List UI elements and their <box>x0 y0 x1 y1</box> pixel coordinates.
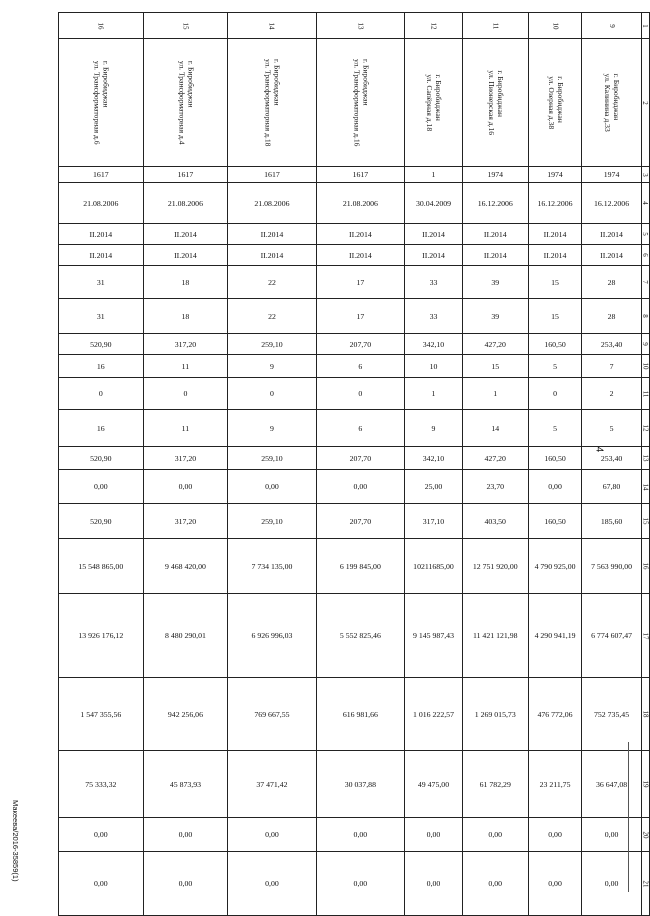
column-number <box>641 245 649 266</box>
table-cell: 1974 <box>462 167 528 183</box>
address-city: г. Биробиджан <box>434 74 444 121</box>
table-cell: 6 <box>316 410 404 447</box>
table-cell: 0,00 <box>582 818 641 852</box>
address-city: г. Биробиджан <box>361 58 371 106</box>
table-cell: 185,60 <box>582 504 641 539</box>
address-city: г. Биробиджан <box>495 70 505 117</box>
table-row <box>59 167 650 183</box>
table-cell: 0,00 <box>462 818 528 852</box>
table-cell: 49 475,00 <box>405 751 463 818</box>
table-cell <box>316 13 404 39</box>
table-cell: 317,20 <box>143 447 228 470</box>
table-cell: 520,90 <box>59 447 144 470</box>
table-cell: 5 552 825,46 <box>316 594 404 678</box>
table-row <box>59 13 650 39</box>
table-cell: 942 256,06 <box>143 678 228 751</box>
table-cell: 1617 <box>316 167 404 183</box>
address-city: г. Биробиджан <box>272 58 282 106</box>
table-cell: 0 <box>316 378 404 410</box>
column-number-label: 12 <box>641 424 650 432</box>
table-cell: 403,50 <box>462 504 528 539</box>
table-row <box>59 594 650 678</box>
table-cell: 0,00 <box>59 852 144 916</box>
column-number-label: 9 <box>641 342 650 346</box>
table-cell: 8 480 290,01 <box>143 594 228 678</box>
address <box>92 61 109 145</box>
table-cell: 160,50 <box>528 447 582 470</box>
column-number-label: 2 <box>641 100 650 105</box>
table-cell: 6 926 996,03 <box>228 594 316 678</box>
column-number <box>641 167 649 183</box>
table-cell: 1974 <box>582 167 641 183</box>
table-cell: 15 548 865,00 <box>59 539 144 594</box>
table-cell: 17 <box>316 266 404 299</box>
table-cell: 520,90 <box>59 504 144 539</box>
column-number-label: 16 <box>641 562 650 570</box>
table-cell: 259,10 <box>228 504 316 539</box>
table-cell: 4 290 941,19 <box>528 594 582 678</box>
table-cell: 520,90 <box>59 334 144 355</box>
column-number-label: 17 <box>641 632 650 639</box>
table-row <box>59 245 650 266</box>
table-cell: 0 <box>228 378 316 410</box>
table-cell: 253,40 <box>582 447 641 470</box>
table-cell: 0,00 <box>143 470 228 504</box>
table-row <box>59 852 650 916</box>
row-index: 14 <box>267 22 276 29</box>
table-cell: 6 199 845,00 <box>316 539 404 594</box>
table-cell: 1 269 015,73 <box>462 678 528 751</box>
address-street: ул. Трансформаторная д.6 <box>92 60 102 145</box>
table-cell <box>316 39 404 167</box>
table-cell: 6 774 607,47 <box>582 594 641 678</box>
table-cell: 1 016 222,57 <box>405 678 463 751</box>
column-number-label: 3 <box>641 172 650 177</box>
table-cell: 9 468 420,00 <box>143 539 228 594</box>
table-cell: 342,10 <box>405 334 463 355</box>
table-cell: 30.04.2009 <box>405 183 463 224</box>
table-row <box>59 299 650 334</box>
column-number-label: 1 <box>641 23 650 28</box>
column-number <box>641 539 649 594</box>
address <box>546 76 563 129</box>
table-row <box>59 39 650 167</box>
table-row <box>59 539 650 594</box>
column-number <box>641 299 649 334</box>
table-cell: 317,10 <box>405 504 463 539</box>
table-cell: 14 <box>462 410 528 447</box>
table-row <box>59 504 650 539</box>
table-cell: 5 <box>528 410 582 447</box>
footer-code: Макеева/2016-35859(1) <box>11 800 20 882</box>
table-cell: 22 <box>228 266 316 299</box>
table-row <box>59 470 650 504</box>
table-cell: II.2014 <box>405 224 463 245</box>
table-cell: 259,10 <box>228 334 316 355</box>
address-city: г. Биробиджан <box>555 76 565 123</box>
table-cell: 0,00 <box>528 470 582 504</box>
table-cell: 0 <box>528 378 582 410</box>
row-index: 16 <box>96 22 105 29</box>
table-cell <box>228 13 316 39</box>
address-street: ул. Озерная д.38 <box>547 76 557 129</box>
table-cell: II.2014 <box>462 245 528 266</box>
table-cell: II.2014 <box>228 245 316 266</box>
table-cell: II.2014 <box>59 245 144 266</box>
address <box>425 74 442 131</box>
column-number <box>641 266 649 299</box>
column-number <box>641 334 649 355</box>
table-row <box>59 678 650 751</box>
table-cell <box>59 13 144 39</box>
address <box>352 59 369 146</box>
column-number <box>641 504 649 539</box>
table-cell: 0,00 <box>316 818 404 852</box>
table-cell <box>462 39 528 167</box>
column-number <box>641 818 649 852</box>
table-cell: II.2014 <box>528 224 582 245</box>
table-cell: 0 <box>59 378 144 410</box>
table-cell: 13 926 176,12 <box>59 594 144 678</box>
address-street: ул. Сапёрная д.18 <box>425 74 435 131</box>
table-cell: 33 <box>405 266 463 299</box>
table-cell: 23,70 <box>462 470 528 504</box>
table-cell <box>582 39 641 167</box>
table-cell: 21.08.2006 <box>316 183 404 224</box>
table-cell: 31 <box>59 266 144 299</box>
table-cell: 21.08.2006 <box>228 183 316 224</box>
table-cell: 7 734 135,00 <box>228 539 316 594</box>
table-row <box>59 751 650 818</box>
table-cell: 9 <box>405 410 463 447</box>
table-cell: 18 <box>143 299 228 334</box>
row-index: 9 <box>607 23 616 28</box>
table-cell <box>528 39 582 167</box>
margin-line <box>628 742 629 892</box>
table-cell: II.2014 <box>462 224 528 245</box>
table-cell: 0,00 <box>405 818 463 852</box>
table-cell: 11 <box>143 410 228 447</box>
table-cell <box>462 13 528 39</box>
table-cell: II.2014 <box>59 224 144 245</box>
address <box>177 61 194 145</box>
table-cell <box>405 13 463 39</box>
column-number-label: 21 <box>641 880 650 887</box>
table-cell: 0,00 <box>228 818 316 852</box>
table-cell <box>143 13 228 39</box>
table-cell: 10211685,00 <box>405 539 463 594</box>
column-number <box>641 594 649 678</box>
address-city: г. Биробиджан <box>612 73 622 120</box>
column-number <box>641 355 649 378</box>
table-cell <box>228 39 316 167</box>
table-cell: 1 547 355,56 <box>59 678 144 751</box>
column-number <box>641 678 649 751</box>
column-number-label: 11 <box>641 390 650 397</box>
table-cell: 253,40 <box>582 334 641 355</box>
table-cell: 616 981,66 <box>316 678 404 751</box>
column-number-label: 10 <box>641 362 650 370</box>
table-cell: 0,00 <box>143 818 228 852</box>
table-cell: 37 471,42 <box>228 751 316 818</box>
table-cell: 17 <box>316 299 404 334</box>
table-cell: 21.08.2006 <box>143 183 228 224</box>
address-street: ул. Трансформаторная д.4 <box>177 60 187 145</box>
column-number <box>641 447 649 470</box>
column-number-label: 6 <box>641 253 650 257</box>
table-cell: 16 <box>59 410 144 447</box>
table-cell: 31 <box>59 299 144 334</box>
table-cell: 0,00 <box>528 818 582 852</box>
table-cell: 0,00 <box>405 852 463 916</box>
table-cell: 9 <box>228 355 316 378</box>
table-cell: 18 <box>143 266 228 299</box>
column-number <box>641 410 649 447</box>
table-cell: 7 <box>582 355 641 378</box>
table-row <box>59 378 650 410</box>
column-number-label: 4 <box>641 201 650 205</box>
table-cell: 16.12.2006 <box>462 183 528 224</box>
table-cell: 4 790 925,00 <box>528 539 582 594</box>
table-cell: II.2014 <box>143 224 228 245</box>
table-cell: 23 211,75 <box>528 751 582 818</box>
table-cell: II.2014 <box>316 245 404 266</box>
table-cell: 1 <box>405 378 463 410</box>
table-cell: 342,10 <box>405 447 463 470</box>
column-number <box>641 224 649 245</box>
table-cell: 160,50 <box>528 334 582 355</box>
column-number-label: 20 <box>641 831 650 838</box>
table-row <box>59 334 650 355</box>
column-number-label: 7 <box>641 280 650 284</box>
table-cell: 6 <box>316 355 404 378</box>
table-cell: 207,70 <box>316 504 404 539</box>
data-table <box>58 12 650 916</box>
address <box>603 73 620 131</box>
table-row <box>59 818 650 852</box>
address-street: ул. Пионерская д.16 <box>487 70 497 135</box>
column-number <box>641 751 649 818</box>
table-cell: 11 <box>143 355 228 378</box>
table-cell: II.2014 <box>528 245 582 266</box>
table-cell: 36 647,08 <box>582 751 641 818</box>
table-cell: II.2014 <box>316 224 404 245</box>
address-city: г. Биробиджан <box>186 60 196 108</box>
table-cell: 67,80 <box>582 470 641 504</box>
column-number-label: 8 <box>641 314 650 318</box>
table-cell <box>582 13 641 39</box>
row-index: 10 <box>551 22 560 29</box>
table-cell: 11 421 121,98 <box>462 594 528 678</box>
table-cell: 317,20 <box>143 504 228 539</box>
column-number <box>641 470 649 504</box>
row-index: 12 <box>429 22 438 29</box>
table-cell: 0,00 <box>316 852 404 916</box>
column-number-label: 19 <box>641 780 650 788</box>
table-cell <box>143 39 228 167</box>
table-row <box>59 410 650 447</box>
column-number-label: 13 <box>641 454 650 462</box>
table-cell: 39 <box>462 266 528 299</box>
table-cell: II.2014 <box>582 245 641 266</box>
table-cell: 0,00 <box>462 852 528 916</box>
table-cell: 0,00 <box>582 852 641 916</box>
table-cell: 12 751 920,00 <box>462 539 528 594</box>
table-cell: II.2014 <box>228 224 316 245</box>
table-cell: 16.12.2006 <box>582 183 641 224</box>
address <box>263 59 280 146</box>
table-cell: 33 <box>405 299 463 334</box>
table-cell: 9 145 987,43 <box>405 594 463 678</box>
table-cell: 0,00 <box>228 852 316 916</box>
address <box>487 70 504 135</box>
table-cell: 7 563 990,00 <box>582 539 641 594</box>
table-cell: 15 <box>462 355 528 378</box>
table-cell: 0,00 <box>316 470 404 504</box>
table-cell: II.2014 <box>405 245 463 266</box>
table-cell: 39 <box>462 299 528 334</box>
column-number <box>641 13 649 39</box>
table-cell: 15 <box>528 299 582 334</box>
table-cell: 1617 <box>143 167 228 183</box>
table-cell: 0,00 <box>143 852 228 916</box>
column-number <box>641 378 649 410</box>
address-street: ул. Трансформаторная д.16 <box>352 58 362 147</box>
table-cell: 0 <box>143 378 228 410</box>
table-cell: 30 037,88 <box>316 751 404 818</box>
table-cell <box>59 39 144 167</box>
column-number <box>641 39 649 167</box>
column-number <box>641 183 649 224</box>
table-cell: 0,00 <box>59 818 144 852</box>
address-street: ул. Калинина д.33 <box>603 73 613 132</box>
table-row <box>59 447 650 470</box>
table-cell: 61 782,29 <box>462 751 528 818</box>
table-cell: 16.12.2006 <box>528 183 582 224</box>
table-cell: 28 <box>582 299 641 334</box>
table-row <box>59 266 650 299</box>
table-cell: 427,20 <box>462 447 528 470</box>
table-cell <box>528 13 582 39</box>
table-cell: 427,20 <box>462 334 528 355</box>
table-cell: 1617 <box>59 167 144 183</box>
table-cell: 160,50 <box>528 504 582 539</box>
table-row <box>59 355 650 378</box>
column-number-label: 18 <box>641 710 650 718</box>
table-cell: 5 <box>582 410 641 447</box>
table-row <box>59 224 650 245</box>
table-cell: 21.08.2006 <box>59 183 144 224</box>
table-cell: 1 <box>405 167 463 183</box>
table-row <box>59 183 650 224</box>
column-number-label: 14 <box>641 483 650 490</box>
table-cell: 15 <box>528 266 582 299</box>
table-cell: II.2014 <box>143 245 228 266</box>
table-cell: 207,70 <box>316 334 404 355</box>
table-cell: 10 <box>405 355 463 378</box>
table-cell: 5 <box>528 355 582 378</box>
table-cell: 0,00 <box>59 470 144 504</box>
address-city: г. Биробиджан <box>101 60 111 108</box>
address-street: ул. Трансформаторная д.18 <box>263 58 273 147</box>
table-cell: 752 735,45 <box>582 678 641 751</box>
table-cell <box>405 39 463 167</box>
table-cell: 1617 <box>228 167 316 183</box>
table-cell: 1974 <box>528 167 582 183</box>
table-cell: 769 667,55 <box>228 678 316 751</box>
table-cell: 45 873,93 <box>143 751 228 818</box>
table-cell: 207,70 <box>316 447 404 470</box>
page-number: 4 <box>593 446 605 453</box>
table-cell: 28 <box>582 266 641 299</box>
table-cell: 9 <box>228 410 316 447</box>
column-number-label: 15 <box>641 517 650 525</box>
table-cell: 22 <box>228 299 316 334</box>
table-cell: 317,20 <box>143 334 228 355</box>
table-cell: 0,00 <box>528 852 582 916</box>
table-cell: 259,10 <box>228 447 316 470</box>
row-index: 11 <box>491 22 500 29</box>
table-cell: 0,00 <box>228 470 316 504</box>
row-index: 13 <box>356 22 365 29</box>
table-cell: 16 <box>59 355 144 378</box>
table-cell: 1 <box>462 378 528 410</box>
table-cell: 2 <box>582 378 641 410</box>
table-cell: 75 333,32 <box>59 751 144 818</box>
row-index: 15 <box>181 22 190 29</box>
column-number-label: 5 <box>641 232 650 236</box>
table-cell: 476 772,06 <box>528 678 582 751</box>
table-cell: 25,00 <box>405 470 463 504</box>
column-number <box>641 852 649 916</box>
table-cell: II.2014 <box>582 224 641 245</box>
